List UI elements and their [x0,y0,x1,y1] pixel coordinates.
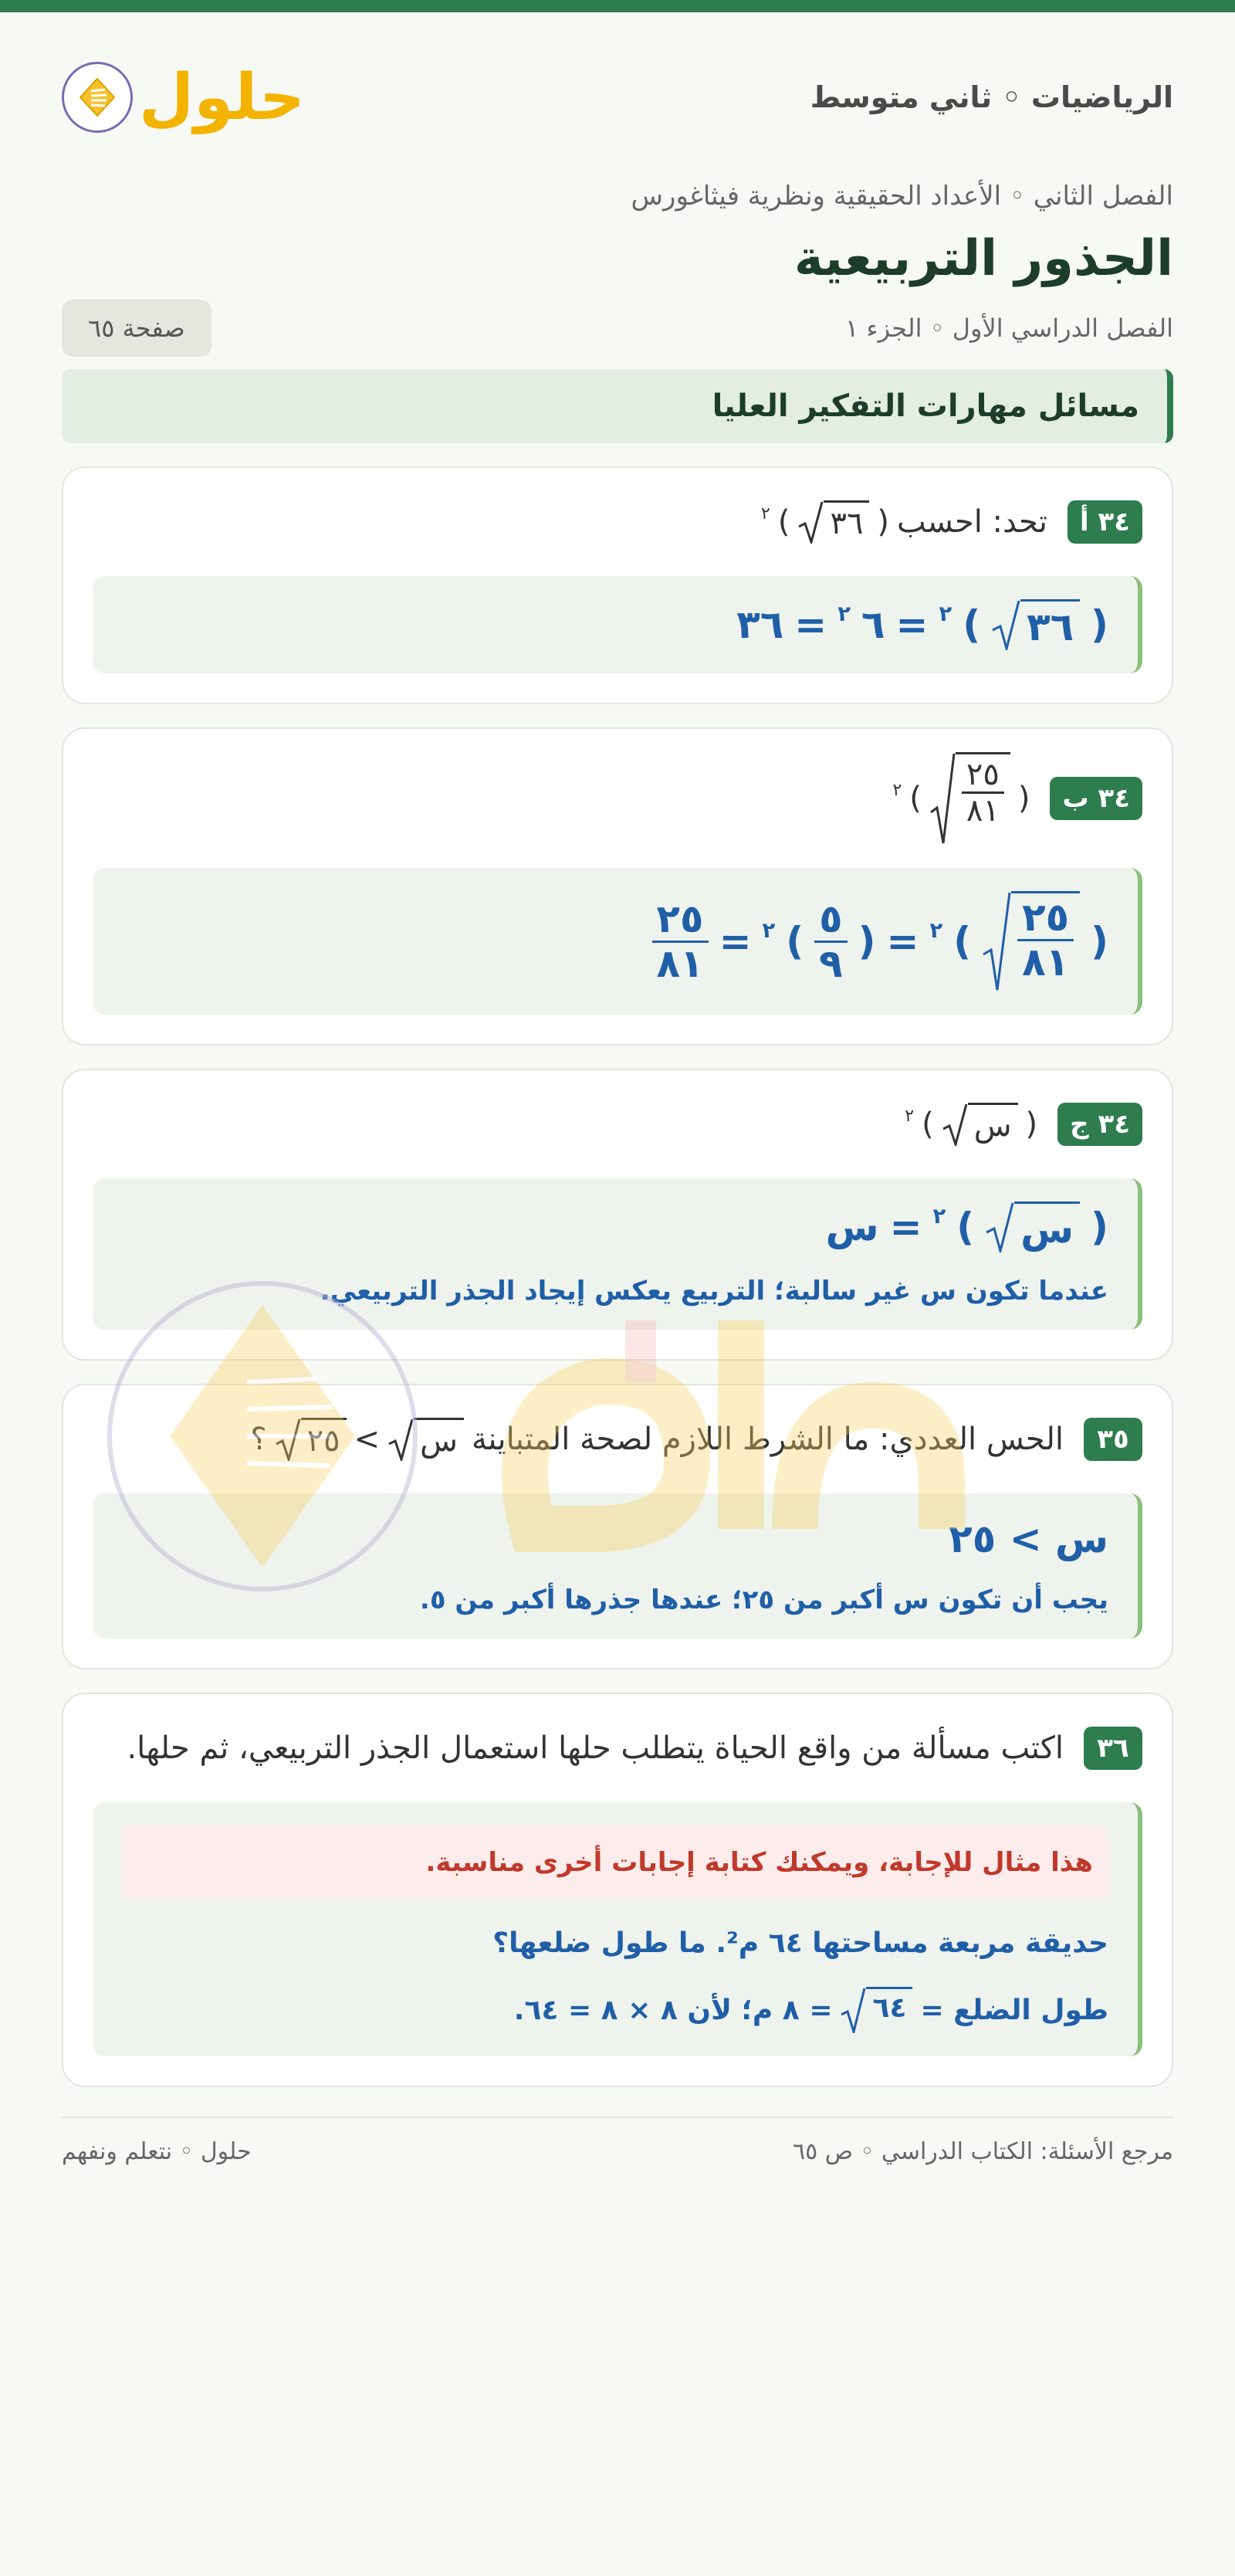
question-number-badge: ٣٤ أ [1068,500,1142,544]
solution-line: طول الضلع = ٦٤ = ٨ م؛ لأن ٨ × ٨ = ٦٤. [122,1987,1108,2033]
top-accent-bar [0,0,1235,12]
answer-box [93,1802,1142,2056]
sample-answer-note: هذا مثال للإجابة، ويمكنك كتابة إجابات أخرى مناسبة. [122,1825,1108,1900]
answer-box [93,868,1142,1015]
square-root: ٣٦ [797,500,869,544]
lesson-title: الجذور التربيعية [793,230,1173,287]
footer-brand: حلول ◦ نتعلم ونفهم [62,2138,252,2165]
answer-math: ( س ) ٢ = س [122,1202,1108,1252]
answer-box [93,1493,1142,1639]
answer-math: ( $\frac{٢٥}{٨١}$ ) ٢ = ( $\frac{٥}{٩}$ ) ٢ = $\frac{٢٥}{٨١}$ [122,891,1108,991]
question-text: الحس العددي: ما الشرط اللازم لصحة المتباينة س > ٢٥ ؟ [250,1418,1064,1461]
question-expression: ( س ) ٢ [905,1103,1037,1146]
term-label: الفصل الدراسي الأول ◦ الجزء ١ [845,314,1173,343]
question-number-badge: ٣٤ ج [1057,1103,1142,1146]
question-card-34b [62,727,1173,1046]
answer-math: ( ٣٦ ) ٢ = ٦ ٢ = ٣٦ [122,599,1108,650]
page-header [62,12,1173,182]
logo-wordmark: حلول [139,60,306,134]
question-card-35 [62,1384,1173,1669]
question-card-36 [62,1693,1173,2087]
subject-title: الرياضيات ◦ ثاني متوسط [810,80,1173,114]
chapter-label: الفصل الثاني ◦ الأعداد الحقيقية ونظرية فيثاغورس [631,181,1173,212]
footer-reference: مرجع الأسئلة: الكتاب الدراسي ◦ ص ٦٥ [793,2138,1173,2165]
page-number-badge: صفحة ٦٥ [62,300,211,357]
answer-note: عندما تكون س غير سالبة؛ التربيع يعكس إيجاد الجذر التربيعي. [320,1276,1108,1307]
question-number-badge: ٣٥ [1084,1418,1142,1461]
answer-note: يجب أن تكون س أكبر من ٢٥؛ عندها جذرها أكبر من ٥. [419,1585,1108,1615]
section-banner: مسائل مهارات التفكير العليا [62,369,1173,443]
answer-math: س > ٢٥ [949,1517,1108,1561]
book-icon [62,62,133,133]
answer-box [93,576,1142,673]
question-expression: ( $\frac{٢٥}{٨١}$ ) ٢ [892,752,1030,845]
question-number-badge: ٣٤ ب [1050,777,1142,820]
question-card-34a [62,466,1173,704]
question-number-badge: ٣٦ [1084,1727,1142,1770]
brand-logo[interactable] [62,61,305,134]
question-card-34c [62,1069,1173,1361]
page-footer [62,2117,1173,2165]
answer-box [93,1178,1142,1330]
question-text: اكتب مسألة من واقع الحياة يتطلب حلها استعمال الجذر التربيعي، ثم حلها. [127,1730,1064,1766]
word-problem: حديقة مربعة مساحتها ٦٤ م². ما طول ضلعها؟ [492,1927,1108,1959]
question-text: تحد: احسب ( ٣٦ ) ٢ [761,500,1047,544]
